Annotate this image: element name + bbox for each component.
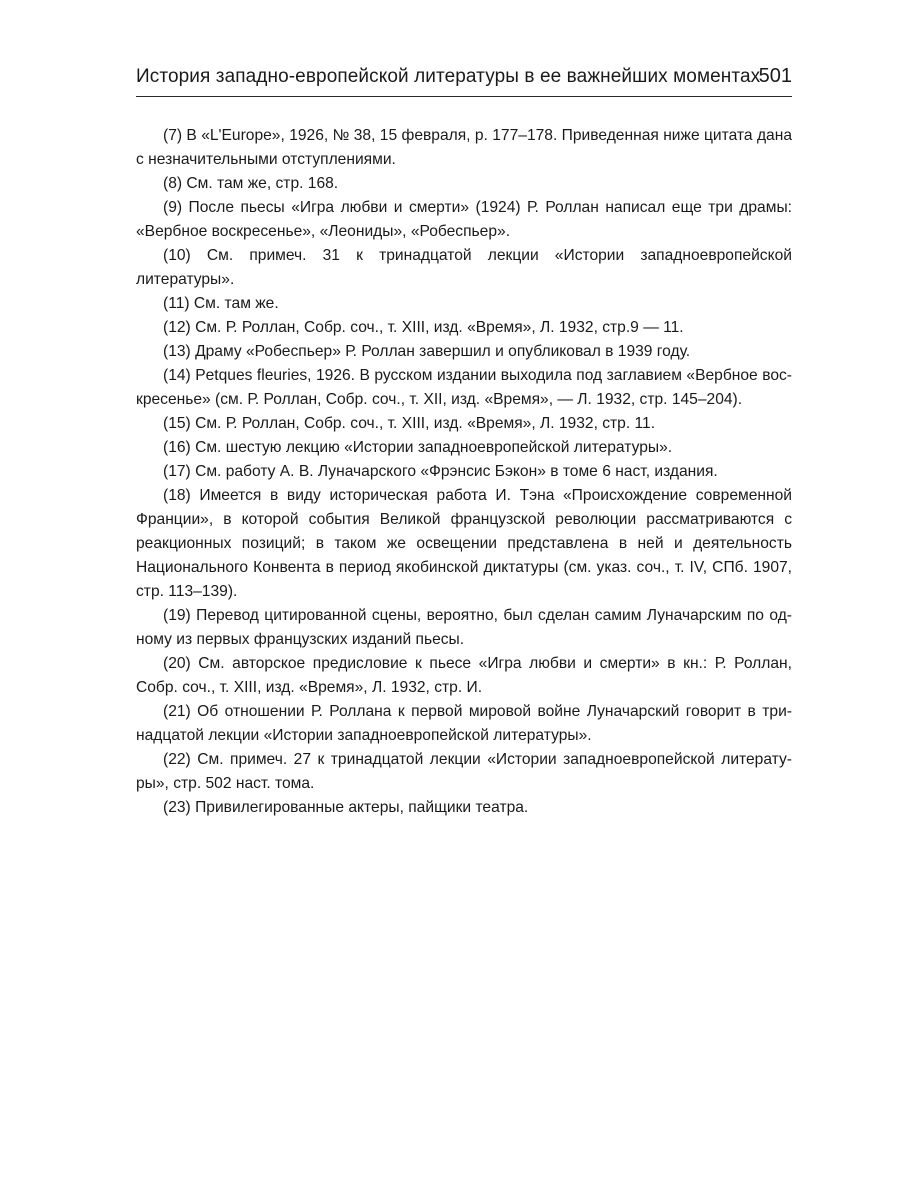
note-22: (22) См. примеч. 27 к тринадцатой лекции «Истории западноевропейской литературы», стр. 502 наст. тома. — [136, 751, 792, 792]
note-14: (14) Petques fleuries, 1926. В русском издании выходила под заглавием «Вербное воскресенье» (см. Р. Роллан, Собр. соч., т. XII, изд. «Время», — Л. 1932, стр. 145–204). — [136, 367, 792, 408]
note-17: (17) См. работу А. В. Луначарского «Фрэнсис Бэкон» в томе 6 наст, издания. — [163, 463, 718, 480]
note-23: (23) Привилегированные актеры, пайщики театра. — [163, 799, 529, 816]
note-7: (7) В «L'Europe», 1926, № 38, 15 февраля, р. 177–178. Приведенная ниже цитата дана с незначительными отступлениями. — [136, 127, 792, 168]
running-header — [136, 64, 792, 97]
note-16: (16) См. шестую лекцию «Истории западноевропейской литературы». — [163, 439, 673, 456]
running-title: История западно-европейской литературы в ее важнейших моментах — [136, 66, 761, 87]
note-13: (13) Драму «Робеспьер» Р. Роллан завершил и опубликовал в 1939 году. — [163, 343, 691, 360]
endnotes — [136, 124, 792, 820]
page-number: 501 — [758, 65, 792, 87]
note-9: (9) После пьесы «Игра любви и смерти» (1924) Р. Роллан написал еще три драмы: «Вербное воскресенье», «Леониды», «Робеспьер». — [136, 199, 792, 240]
note-18: (18) Имеется в виду историческая работа И. Тэна «Происхождение современной Франции», в которой события Великой французской революции рассматриваются с реакционных позиций; в таком же освещении представлена в ней и деятельность Национального Конвента в период якобинской диктатуры (см. указ. соч., т. IV, СПб. 1907, стр. 113–139). — [136, 487, 792, 600]
note-15: (15) См. Р. Роллан, Собр. соч., т. XIII, изд. «Время», Л. 1932, стр. 11. — [163, 415, 656, 432]
note-11: (11) См. там же. — [163, 295, 279, 312]
note-20: (20) См. авторское предисловие к пьесе «Игра любви и смерти» в кн.: Р. Роллан, Собр. соч., т. XIII, изд. «Время», Л. 1932, стр. И. — [136, 655, 792, 696]
note-8: (8) См. там же, стр. 168. — [163, 175, 339, 192]
note-10: (10) См. примеч. 31 к тринадцатой лекции «Истории западноевропейской литературы». — [136, 247, 792, 288]
note-12: (12) См. Р. Роллан, Собр. соч., т. XIII, изд. «Время», Л. 1932, стр.9 — 11. — [163, 319, 684, 336]
note-19: (19) Перевод цитированной сцены, вероятно, был сделан самим Луначарским по одному из первых французских изданий пьесы. — [136, 607, 792, 648]
note-21: (21) Об отношении Р. Роллана к первой мировой войне Луначарский говорит в тринадцатой лекции «Истории западноевропейской литературы». — [136, 703, 792, 744]
